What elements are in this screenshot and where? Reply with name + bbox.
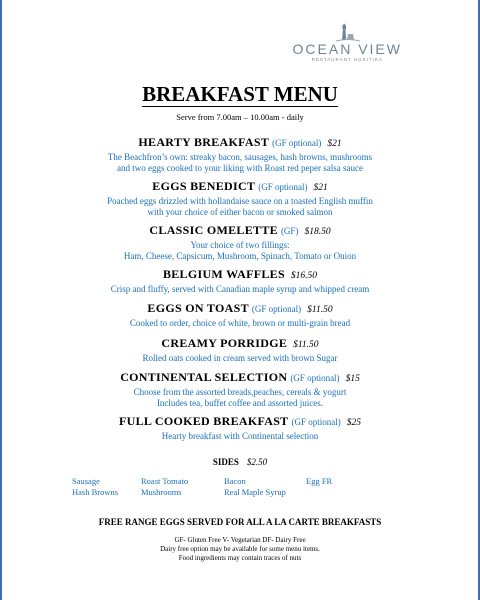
- item-price: $11.50: [293, 340, 319, 350]
- item-desc-line: Your choice of two fillings:: [190, 240, 290, 250]
- item-price: $21: [313, 183, 328, 193]
- sides-heading: SIDES $2.50: [212, 457, 268, 467]
- side-item: Mushrooms: [141, 487, 182, 497]
- item-desc-line: Poached eggs drizzled with hollandaise sauce on a toasted English muffin: [107, 196, 373, 206]
- item-desc-line: Hearty breakfast with Continental selection: [161, 431, 319, 441]
- menu-title: BREAKFAST MENU: [142, 82, 338, 106]
- item-name: CONTINENTAL SELECTION: [120, 370, 288, 384]
- item-gf: (GF optional): [251, 304, 302, 314]
- item-name: CREAMY PORRIDGE: [161, 336, 288, 350]
- item-name: EGGS BENEDICT: [152, 179, 256, 193]
- item-name: FULL COOKED BREAKFAST: [119, 414, 289, 428]
- item-price: $11.50: [307, 305, 333, 315]
- menu-item-hearty-breakfast: [0, 134, 480, 174]
- item-desc-line: Choose from the assorted breads,peaches, cereals & yogurt: [133, 387, 347, 397]
- brand-logo: [293, 22, 402, 62]
- item-price: $18.50: [304, 227, 331, 237]
- item-desc-line: Includes tea, buffet coffee and assorted juices.: [156, 398, 324, 408]
- item-price: $21: [327, 139, 342, 149]
- item-desc-line: Crisp and fluffy, served with Canadian maple syrup and whipped cream: [110, 284, 370, 294]
- item-name: CLASSIC OMELETTE: [149, 223, 278, 237]
- side-item: Real Maple Syrup: [224, 487, 286, 497]
- lighthouse-icon: [318, 22, 376, 42]
- brand-subtitle: RESTAURANT HOKITIKA: [311, 57, 383, 62]
- item-gf: (GF optional): [258, 182, 308, 192]
- item-name: HEARTY BREAKFAST: [138, 135, 270, 149]
- free-range-eggs-note: FREE RANGE EGGS SERVED FOR ALL A LA CARTE BREAKFASTS: [98, 517, 382, 527]
- menu-item-eggs-on-toast: [0, 300, 480, 329]
- side-item: Egg FR: [306, 476, 333, 486]
- item-desc-line: Cooked to order, choice of white, brown or multi-grain bread: [129, 318, 351, 328]
- menu-item-classic-omelette: [0, 222, 480, 262]
- item-desc-line: and two eggs cooked to your liking with Roast red peper salsa sauce: [117, 163, 363, 173]
- item-gf: (GF optional): [291, 417, 341, 427]
- legend-line: GF- Gluten Free V- Vegetarian DF- Dairy Free: [174, 536, 306, 544]
- item-name: BELGIUM WAFFLES: [162, 267, 285, 281]
- legend-line: Food ingredients may contain traces of nuts: [178, 554, 302, 562]
- item-price: $16.50: [290, 271, 318, 281]
- legend-line: Dairy free option may be available for some menu items.: [160, 545, 320, 553]
- serve-hours: Serve from 7.00am – 10.00am - daily: [176, 112, 304, 122]
- item-gf: (GF optional): [272, 138, 322, 148]
- menu-item-continental-selection: [0, 369, 480, 409]
- side-item: Sausage: [72, 476, 100, 486]
- item-gf: (GF optional): [290, 373, 340, 383]
- item-desc-line: Rolled oats cooked in cream served with brown Sugar: [142, 353, 338, 363]
- item-price: $15: [345, 374, 360, 384]
- item-name: EGGS ON TOAST: [147, 301, 249, 315]
- menu-item-full-cooked-breakfast: [0, 413, 480, 442]
- side-item: Roast Tomato: [141, 476, 189, 486]
- item-price: $25: [346, 418, 361, 428]
- menu-item-creamy-porridge: [0, 335, 480, 364]
- item-desc-line: with your choice of either bacon or smoked salmon: [147, 207, 333, 217]
- brand-name: OCEAN VIEW: [292, 41, 402, 57]
- dietary-legend: [0, 536, 480, 563]
- item-desc-line: Ham, Cheese, Capsicum, Mushroom, Spinach, Tomato or Onion: [123, 251, 357, 261]
- side-item: Bacon: [224, 476, 246, 486]
- sides-price: $2.50: [246, 457, 268, 467]
- menu-item-eggs-benedict: [0, 178, 480, 218]
- item-desc-line: The Beachfron’s own: streaky bacon, sausages, hash browns, mushrooms: [107, 152, 373, 162]
- menu-item-belgium-waffles: [0, 266, 480, 295]
- item-gf: (GF): [280, 226, 299, 236]
- side-item: Hash Browns: [72, 487, 119, 497]
